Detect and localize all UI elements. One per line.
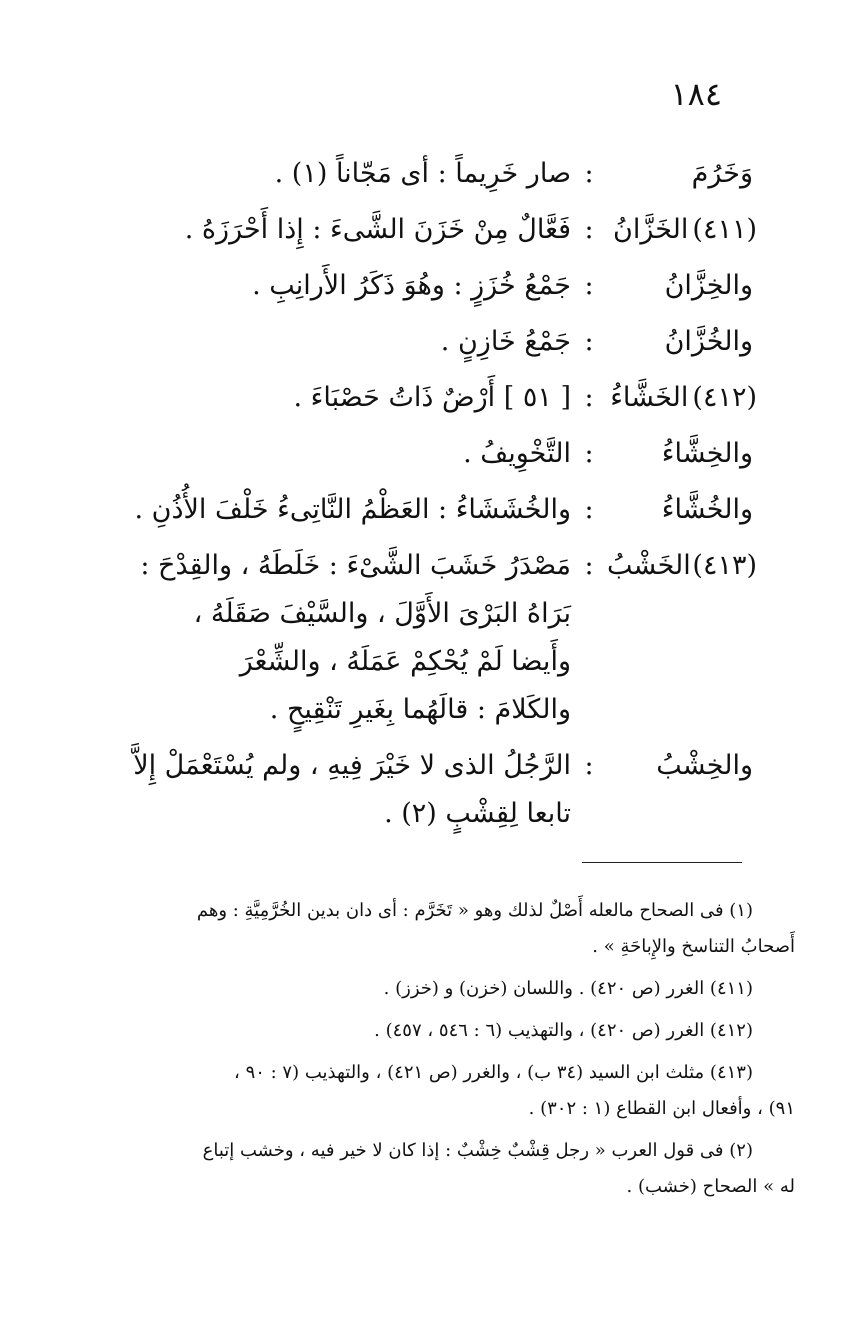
footnote-line: (٤١٢) الغرر (ص ٤٢٠) ، والتهذيب (٦ : ٥٤٦ ، ٤٥٧) . xyxy=(374,1020,753,1041)
entry-row xyxy=(70,206,757,254)
definition-line: تابعا لِقِشْبٍ (٢) . xyxy=(384,798,571,829)
entry-row xyxy=(70,486,757,534)
entry-head xyxy=(607,542,757,590)
footnote xyxy=(72,1013,795,1049)
definition-line: التَّخْوِيفُ . xyxy=(463,438,571,469)
entry-definition xyxy=(70,262,571,310)
footnote-line: (٤١٣) مثلث ابن السيد (٣٤ ب) ، والغرر (ص ٤٢١) ، والتهذيب (٧ : ٩٠ ، xyxy=(234,1062,753,1083)
definition-line: فَعَّالٌ مِنْ خَزَنَ الشَّىءَ : إِذا أَحْرَزَهُ . xyxy=(184,214,571,245)
definition-line: مَصْدَرُ خَشَبَ الشَّىْءَ : خَلَطَهُ ، والقِدْحَ : xyxy=(140,550,571,581)
entry-head xyxy=(607,430,757,478)
entry-number: (٤١٣) xyxy=(692,550,757,581)
entry-separator: : xyxy=(584,158,594,189)
entry-head xyxy=(607,486,757,534)
entry-head xyxy=(607,374,757,422)
footnote xyxy=(72,971,795,1007)
entry-row xyxy=(70,542,757,734)
definition-line: والكَلامَ : قالَهُما بِغَيرِ تَنْقِيحٍ . xyxy=(269,694,571,725)
definition-line: جَمْعُ خَازِنٍ . xyxy=(440,326,571,357)
definition-line: بَرَاهُ البَرْىَ الأَوَّلَ ، والسَّيْفَ صَقَلَهُ ، xyxy=(193,598,571,629)
entry-definition xyxy=(70,542,571,734)
footnote-line: (٢) فى قول العرب « رجل قِشْبٌ خِشْبٌ : إذا كان لا خير فيه ، وخشب إتباع xyxy=(202,1140,753,1161)
entry-head xyxy=(607,262,757,310)
page-number: ١٨٤ xyxy=(670,75,722,113)
entry-head xyxy=(607,206,757,254)
entry-headword: والخُزَّانُ xyxy=(664,326,753,357)
entry-separator: : xyxy=(584,750,594,781)
definition-line: [ ٥١ ] أَرْضٌ ذَاتُ حَصْبَاءَ . xyxy=(293,382,571,413)
entry-separator: : xyxy=(584,270,594,301)
entry-headword: الخَشَّاءُ xyxy=(610,382,689,413)
footnote xyxy=(72,1055,795,1127)
entry-definition xyxy=(70,430,571,478)
footnotes xyxy=(72,893,795,1211)
entry-definition xyxy=(70,150,571,198)
definition-line: وأَيضا لَمْ يُحْكِمْ عَمَلَهُ ، والشِّعْرَ xyxy=(239,646,571,677)
entry-headword: والخِشْبُ xyxy=(656,750,753,781)
footnote-line: له » الصحاح (خشب) . xyxy=(626,1176,795,1197)
entry-headword: والخِشَّاءُ xyxy=(661,438,753,469)
entry-separator: : xyxy=(584,214,594,245)
footnote-divider xyxy=(582,862,742,863)
entry-separator: : xyxy=(584,550,594,581)
entry-definition xyxy=(70,318,571,366)
entry-head xyxy=(607,742,757,790)
entry-headword: والخِزَّانُ xyxy=(664,270,753,301)
entry-headword: وَخَرُمَ xyxy=(691,158,753,189)
entry-separator: : xyxy=(584,382,594,413)
entry-row xyxy=(70,150,757,198)
entry-number: (٤١١) xyxy=(692,214,757,245)
footnote-line: (٤١١) الغرر (ص ٤٢٠) . واللسان (خزن) و (خزز) . xyxy=(383,978,753,999)
definition-line: صار خَرِيماً : أى مَجّاناً (١) . xyxy=(274,158,571,189)
entry-definition xyxy=(70,374,571,422)
entry-row xyxy=(70,374,757,422)
entry-separator: : xyxy=(584,494,594,525)
entry-head xyxy=(607,150,757,198)
entry-row xyxy=(70,318,757,366)
footnote-line: ٩١) ، وأفعال ابن القطاع (١ : ٣٠٢) . xyxy=(528,1098,795,1119)
footnote xyxy=(72,1133,795,1205)
entry-row xyxy=(70,262,757,310)
footnote-line: أَصحابُ التناسخ والإِباحَةِ » . xyxy=(592,936,795,957)
entry-definition xyxy=(70,486,571,534)
footnote xyxy=(72,893,795,965)
entry-separator: : xyxy=(584,326,594,357)
definition-line: والخُشَشَاءُ : العَظْمُ النَّاتِىءُ خَلْفَ الأُذُنِ . xyxy=(134,494,571,525)
footnote-line: (١) فى الصحاح مالعله أَصْلٌ لذلك وهو « تَخَرَّم : أى دان بدين الخُرَّمِيَّةِ : وهم xyxy=(196,900,753,921)
entry-headword: والخُشَّاءُ xyxy=(661,494,753,525)
entry-definition xyxy=(70,206,571,254)
entry-row xyxy=(70,430,757,478)
entry-headword: الخَشْبُ xyxy=(607,550,691,581)
entry-number: (٤١٢) xyxy=(692,382,757,413)
entry-head xyxy=(607,318,757,366)
dictionary-entries xyxy=(70,150,757,846)
definition-line: جَمْعُ خُزَزٍ : وهُوَ ذَكَرُ الأَرانِبِ . xyxy=(252,270,571,301)
entry-row xyxy=(70,742,757,838)
entry-separator: : xyxy=(584,438,594,469)
definition-line: الرَّجُلُ الذى لا خَيْرَ فِيهِ ، ولم يُسْتَعْمَلْ إِلاَّ xyxy=(133,750,571,781)
entry-headword: الخَزَّانُ xyxy=(613,214,689,245)
entry-definition xyxy=(70,742,571,838)
